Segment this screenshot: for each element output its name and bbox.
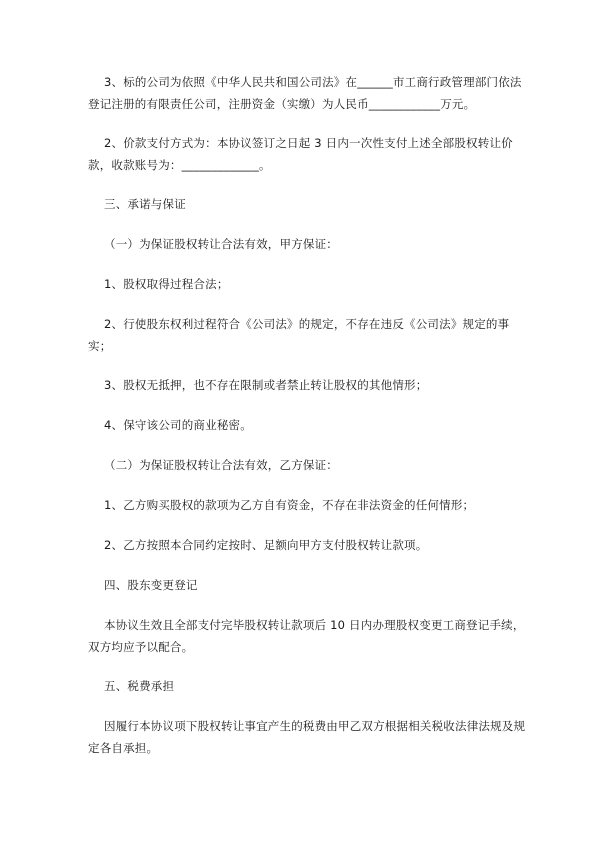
paragraph-a-item-1: 1、股权取得过程合法； <box>104 277 229 291</box>
paragraph-target-company: 3、标的公司为依照《中华人民共和国公司法》在______市工商行政管理部门依法登记注册的有限责任公司，注册资金（实缴）为人民币____________万元。 <box>88 75 522 111</box>
section-heading-commitments: 三、承诺与保证 <box>104 197 186 211</box>
paragraph-b-item-2: 2、乙方按照本合同约定按时、足额向甲方支付股权转让款项。 <box>104 538 428 552</box>
paragraph-registration: 本协议生效且全部支付完毕股权转让款项后 10 日内办理股权变更工商登记手续，双方均应予以配合。 <box>88 618 525 654</box>
paragraph-a-item-2: 2、行使股东权利过程符合《公司法》的规定，不存在违反《公司法》规定的事实； <box>88 317 510 353</box>
paragraph-a-item-4: 4、保守该公司的商业秘密。 <box>104 418 252 432</box>
section-heading-taxes: 五、税费承担 <box>104 679 175 693</box>
paragraph-b-item-1: 1、乙方购买股权的款项为乙方自有资金，不存在非法资金的任何情形； <box>104 498 475 512</box>
paragraph-taxes: 因履行本协议项下股权转让事宜产生的税费由甲乙双方根据相关税收法律法规及规定各自承担。 <box>88 719 526 755</box>
paragraph-a-item-3: 3、股权无抵押，也不存在限制或者禁止转让股权的其他情形； <box>104 378 428 392</box>
section-heading-registration: 四、股东变更登记 <box>104 578 198 592</box>
paragraph-party-b-guarantee: （二）为保证股权转让合法有效，乙方保证： <box>104 458 338 472</box>
paragraph-payment-method: 2、价款支付方式为：本协议签订之日起 3 日内一次性支付上述全部股权转让价款，收款账号为：_____________。 <box>88 136 513 172</box>
paragraph-party-a-guarantee: （一）为保证股权转让合法有效，甲方保证： <box>104 237 338 251</box>
